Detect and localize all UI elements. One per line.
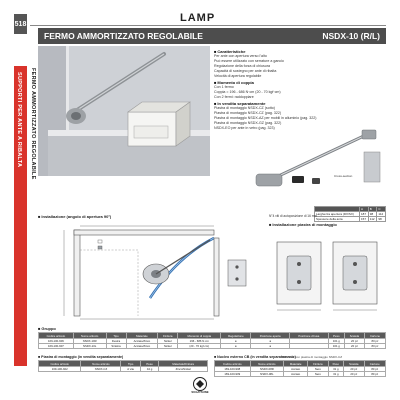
table-cell: 161 g xyxy=(328,339,344,344)
spec-line: Piastra di montaggio NSDX-GZ (pag. 322) xyxy=(214,121,282,125)
spec-line: Piastra di montaggio NSDX-CZ (pag. 322) xyxy=(214,111,282,115)
table-cell: (20 - 70 kgf·cm) xyxy=(178,344,221,349)
table-cell: NSDX-08R xyxy=(250,367,284,372)
side-product-title: FERMO AMMORTIZZATO REGOLABILE xyxy=(30,68,36,180)
table-cell: 169-100-908 xyxy=(215,367,251,372)
spec-line: Può essere utilizzato con serrature a gancio xyxy=(214,59,284,63)
table-cell: Destra xyxy=(106,339,126,344)
column-header: Codice articolo xyxy=(215,361,251,367)
header-divider xyxy=(30,25,386,26)
spec-line: Velocità di apertura regolabile xyxy=(214,74,262,78)
table-cell: 169-100-906 xyxy=(39,339,74,344)
table-cell: Nickel xyxy=(158,339,178,344)
stay-product-illustration xyxy=(252,128,386,192)
table-cell: Spessore della anta xyxy=(315,217,360,222)
installation-drawing xyxy=(38,220,264,322)
spec-heading: ■ Caratteristiche xyxy=(214,49,386,54)
table-cell: 112 xyxy=(377,212,386,217)
table-cell: 161 g xyxy=(328,344,344,349)
table-cell: 80 pz xyxy=(364,344,385,349)
mounting-heading: ■ Installazione piastra di montaggio xyxy=(269,222,337,227)
spec-line: NSDX-EO per ante in vetro (pag. 323) xyxy=(214,126,275,130)
column-header: Materiale xyxy=(284,361,308,367)
table-cell: Acciaio xyxy=(284,367,308,372)
table-cell: A xyxy=(359,207,368,212)
installation-technical-drawing xyxy=(38,220,264,322)
table-row xyxy=(315,217,386,222)
table-cell: 187 xyxy=(359,212,368,217)
table-cell xyxy=(289,344,328,349)
spec-list xyxy=(214,48,386,131)
table-cell: ● xyxy=(221,344,251,349)
dimension-legend-table xyxy=(314,206,386,222)
spec-line: Per ante con apertura verso l'alto xyxy=(214,54,267,58)
table-cell: NSDX-10L xyxy=(73,344,106,349)
table-cell: 31 g xyxy=(328,372,344,377)
plates-heading: ■ Piastra di montaggio (in vendita separatamente) xyxy=(38,355,123,359)
column-header: Regolazione xyxy=(221,333,251,339)
sugatsune-logo xyxy=(185,376,215,394)
column-header: Scatola xyxy=(344,333,364,339)
column-header: Tipo xyxy=(121,361,140,367)
table-cell: Sinistra xyxy=(106,344,126,349)
table-cell: 80 pz xyxy=(364,372,385,377)
section-side-tab xyxy=(14,66,27,366)
group-heading: ■ Gruppo xyxy=(38,326,56,331)
column-header: Posizione chiusa xyxy=(289,333,328,339)
column-header: Nome articolo xyxy=(250,361,284,367)
spec-line: Regolazione della forza di chiusura xyxy=(214,64,270,68)
table-cell: C xyxy=(377,207,386,212)
column-header: Materiale xyxy=(126,333,158,339)
cabinet-photo-illustration xyxy=(38,46,210,176)
page-number: 518 xyxy=(14,14,27,34)
table-cell: ● xyxy=(221,339,251,344)
page-title: FERMO AMMORTIZZATO REGOLABILE xyxy=(44,31,203,41)
footer-brand-label: SUGATSUNE xyxy=(191,390,209,394)
mounting-plate-technical-drawing xyxy=(269,228,386,322)
side-tab-label: SUPPORTI PER ANTE A RIBALTA xyxy=(16,72,22,168)
title-bar xyxy=(38,28,386,44)
column-header: Cartone xyxy=(364,361,385,367)
table-cell: A vite xyxy=(121,367,140,372)
column-header: Codice articolo xyxy=(39,333,74,339)
installation-heading: ■ Installazione (angolo di apertura 90°) xyxy=(38,214,111,219)
table-cell: 112 xyxy=(368,217,377,222)
column-header: Materiale/Finitura xyxy=(159,361,208,367)
brand-logo: LAMP xyxy=(180,12,216,24)
table-row xyxy=(39,344,386,349)
table-cell: 157 xyxy=(359,217,368,222)
table-cell: 80 pz xyxy=(364,367,385,372)
table-cell: Zinco/Nickel xyxy=(159,367,208,372)
mounting-plate-table xyxy=(38,360,208,372)
table-cell: Nickel xyxy=(158,344,178,349)
spec-heading: ■ Momento di coppia xyxy=(214,80,386,85)
spec-heading: ■ In vendita separatamente xyxy=(214,101,386,106)
column-header: Peso xyxy=(140,361,159,367)
table-row xyxy=(215,372,386,377)
product-table xyxy=(38,332,386,349)
spec-line: Con 2 fermi: raddoppiare xyxy=(214,95,254,99)
column-header: Codice articolo xyxy=(39,361,81,367)
column-header: Finitura xyxy=(308,361,328,367)
column-header: Momento di coppia xyxy=(178,333,221,339)
product-render xyxy=(252,128,386,192)
table-cell: 169-100-909 xyxy=(215,372,251,377)
spec-line: Piastra di montaggio NSDX-AZ per mobili in alluminio (pag. 322) xyxy=(214,116,317,120)
table-cell: 20 pz xyxy=(344,344,364,349)
single-unit-heading: ■ Nucleo esterno CB (in vendita separatamente) xyxy=(214,355,296,359)
spec-line: Con 1 fermo xyxy=(214,85,234,89)
column-header: Scatola xyxy=(344,361,364,367)
table-cell: 169-100-922 xyxy=(39,367,81,372)
table-cell: Acciaio/Zinco xyxy=(126,339,158,344)
catalog-page xyxy=(14,6,386,394)
table-cell: 196 - 686 N·cm xyxy=(178,339,221,344)
table-cell: 44 g xyxy=(140,367,159,372)
table-cell: NSDX-08L xyxy=(250,372,284,377)
table-cell: 20 pz xyxy=(344,339,364,344)
column-header: Peso xyxy=(328,361,344,367)
table-cell: 20 pz xyxy=(344,367,364,372)
table-cell: Nero xyxy=(308,367,328,372)
table-cell: 169-100-907 xyxy=(39,344,74,349)
table-cell: 20 pz xyxy=(344,372,364,377)
table-cell: Acciaio/Zinco xyxy=(126,344,158,349)
mounting-note: N°4 viti di autoposizione di 16 mm xyxy=(269,214,318,218)
cross-section-label: Cross-section xyxy=(334,174,353,178)
single-unit-table xyxy=(214,360,386,377)
column-header: Nome articolo xyxy=(81,361,121,367)
column-header: Finitura xyxy=(158,333,178,339)
table-cell: Acciaio xyxy=(284,372,308,377)
table-cell: ● xyxy=(251,339,290,344)
table-cell: NSDX-10R xyxy=(73,339,106,344)
table-row xyxy=(39,367,208,372)
column-header: Tipo xyxy=(106,333,126,339)
spec-line: Coppia = 196 - 686 N·cm (20 - 70 kgf·cm) xyxy=(214,90,281,94)
table-cell: Nero xyxy=(308,372,328,377)
column-header: Cartone xyxy=(364,333,385,339)
product-code-title: NSDX-10 (R/L) xyxy=(322,31,380,41)
table-cell: 80 pz xyxy=(364,339,385,344)
spec-line: Capacità di sostegno per ante di ribalta xyxy=(214,69,277,73)
table-cell: 98 xyxy=(368,212,377,217)
table-cell: ● xyxy=(251,344,290,349)
spec-line: Piastra di montaggio NSDX-CZ (sotto) xyxy=(214,106,275,110)
column-header: Posizione aperta xyxy=(251,333,290,339)
table-cell: Larghezza apertura (DX/SX) xyxy=(315,212,360,217)
mounting-plate-drawing xyxy=(269,228,386,322)
single-unit-note: Utilizzare con piastra di montaggio NSDX-CZ xyxy=(282,355,343,359)
table-cell: 98 xyxy=(377,217,386,222)
column-header: Nome articolo xyxy=(73,333,106,339)
product-photo xyxy=(38,46,210,176)
table-cell: NSDX-CZ xyxy=(81,367,121,372)
table-cell: B xyxy=(368,207,377,212)
table-cell: 31 g xyxy=(328,367,344,372)
column-header: Peso xyxy=(328,333,344,339)
